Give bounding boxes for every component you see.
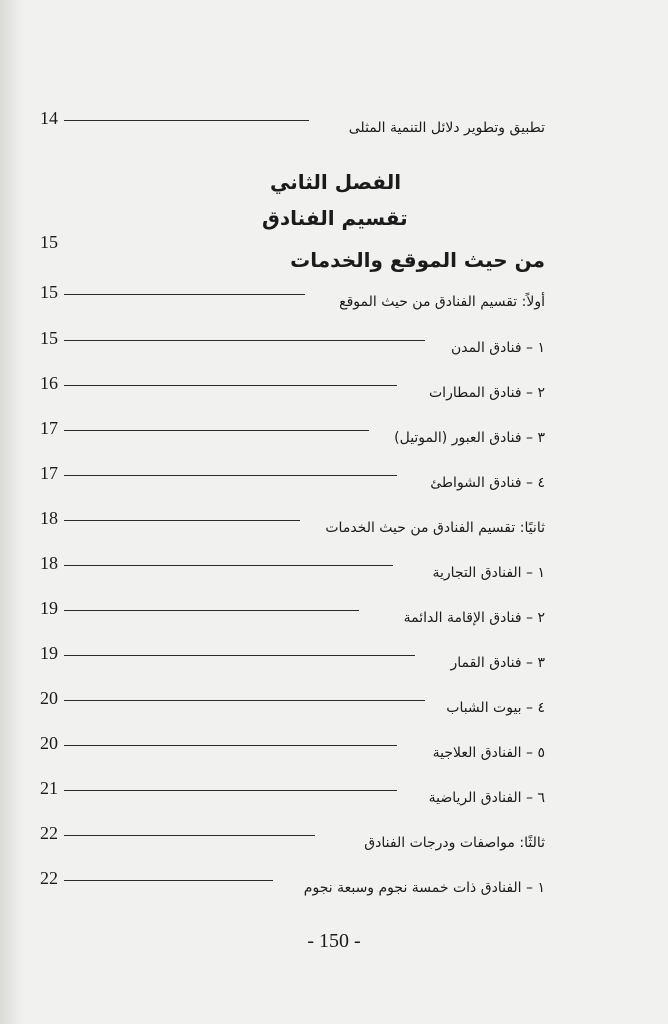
- toc-page-number: 22: [40, 868, 58, 888]
- toc-entry-title: ١ – الفنادق ذات خمسة نجوم وسبعة نجوم: [303, 880, 545, 896]
- toc-entry: [40, 508, 545, 538]
- toc-page-number: 18: [40, 553, 58, 573]
- dotted-leader: [64, 880, 273, 881]
- toc-entry-title: ثالثًا: مواصفات ودرجات الفنادق: [364, 835, 545, 851]
- dotted-leader: [64, 835, 315, 836]
- page-number: - 150 -: [307, 930, 361, 952]
- toc-entry: [40, 553, 545, 583]
- toc-page-number: 17: [40, 418, 58, 438]
- toc-page-number: 20: [40, 733, 58, 753]
- toc-entry: [40, 108, 545, 138]
- toc-entry: [40, 823, 545, 853]
- toc-page-number: 15: [40, 282, 58, 302]
- toc-entry: [40, 778, 545, 808]
- toc-page-number: 21: [40, 778, 58, 798]
- toc-entry-title: ١ – الفنادق التجارية: [432, 565, 545, 581]
- toc-entry: [40, 418, 545, 448]
- dotted-leader: [64, 790, 397, 791]
- toc-entry-title: ٢ – فنادق الإقامة الدائمة: [403, 610, 545, 626]
- toc-entry-title: ١ – فنادق المدن: [450, 340, 545, 356]
- dotted-leader: [64, 430, 369, 431]
- toc-entry: [40, 688, 545, 718]
- toc-entry: [40, 328, 545, 358]
- toc-entry-title: ٥ – الفنادق العلاجية: [432, 745, 545, 761]
- toc-entry: [40, 598, 545, 628]
- dotted-leader: [64, 385, 397, 386]
- toc-entry-title: ٣ – فنادق العبور (الموتيل): [394, 430, 545, 446]
- dotted-leader: [64, 120, 309, 121]
- toc-entry-title: من حيث الموقع والخدمات: [290, 248, 545, 272]
- toc-entry: [40, 733, 545, 763]
- toc-entry-title: ٢ – فنادق المطارات: [429, 385, 545, 401]
- toc-entry: [40, 232, 545, 272]
- toc-page-number: 18: [40, 508, 58, 528]
- toc-page-number: 16: [40, 373, 58, 393]
- toc-entry: [40, 282, 545, 312]
- chapter-label: الفصل الثاني: [270, 170, 402, 194]
- toc-page-number: 17: [40, 463, 58, 483]
- toc-entry-title: ثانيًا: تقسيم الفنادق من حيث الخدمات: [325, 520, 545, 536]
- dotted-leader: [64, 565, 393, 566]
- toc-entry-title: ٣ – فنادق القمار: [450, 655, 545, 671]
- toc-page-number: 15: [40, 232, 58, 252]
- chapter-title: تقسيم الفنادق: [262, 206, 408, 230]
- toc-entry: [40, 643, 545, 673]
- toc-entry: [40, 463, 545, 493]
- toc-entry-title: ٤ – فنادق الشواطئ: [430, 475, 545, 491]
- toc-entry-title: تطبيق وتطوير دلائل التنمية المثلى: [348, 120, 545, 136]
- dotted-leader: [64, 475, 397, 476]
- toc-entry-title: ٤ – بيوت الشباب: [446, 700, 545, 716]
- dotted-leader: [64, 700, 425, 701]
- toc-page-number: 14: [40, 108, 58, 128]
- toc-page-number: 22: [40, 823, 58, 843]
- toc-page-number: 15: [40, 328, 58, 348]
- dotted-leader: [64, 655, 415, 656]
- toc-page-number: 19: [40, 643, 58, 663]
- toc-entry: [40, 868, 545, 898]
- dotted-leader: [64, 520, 300, 521]
- toc-page-number: 20: [40, 688, 58, 708]
- toc-page-number: 19: [40, 598, 58, 618]
- dotted-leader: [64, 745, 397, 746]
- dotted-leader: [64, 340, 425, 341]
- dotted-leader: [64, 294, 305, 295]
- toc-entry-title: ٦ – الفنادق الرياضية: [428, 790, 545, 806]
- toc-entry: [40, 373, 545, 403]
- toc-entry-title: أولاً: تقسيم الفنادق من حيث الموقع: [339, 294, 545, 310]
- dotted-leader: [64, 610, 359, 611]
